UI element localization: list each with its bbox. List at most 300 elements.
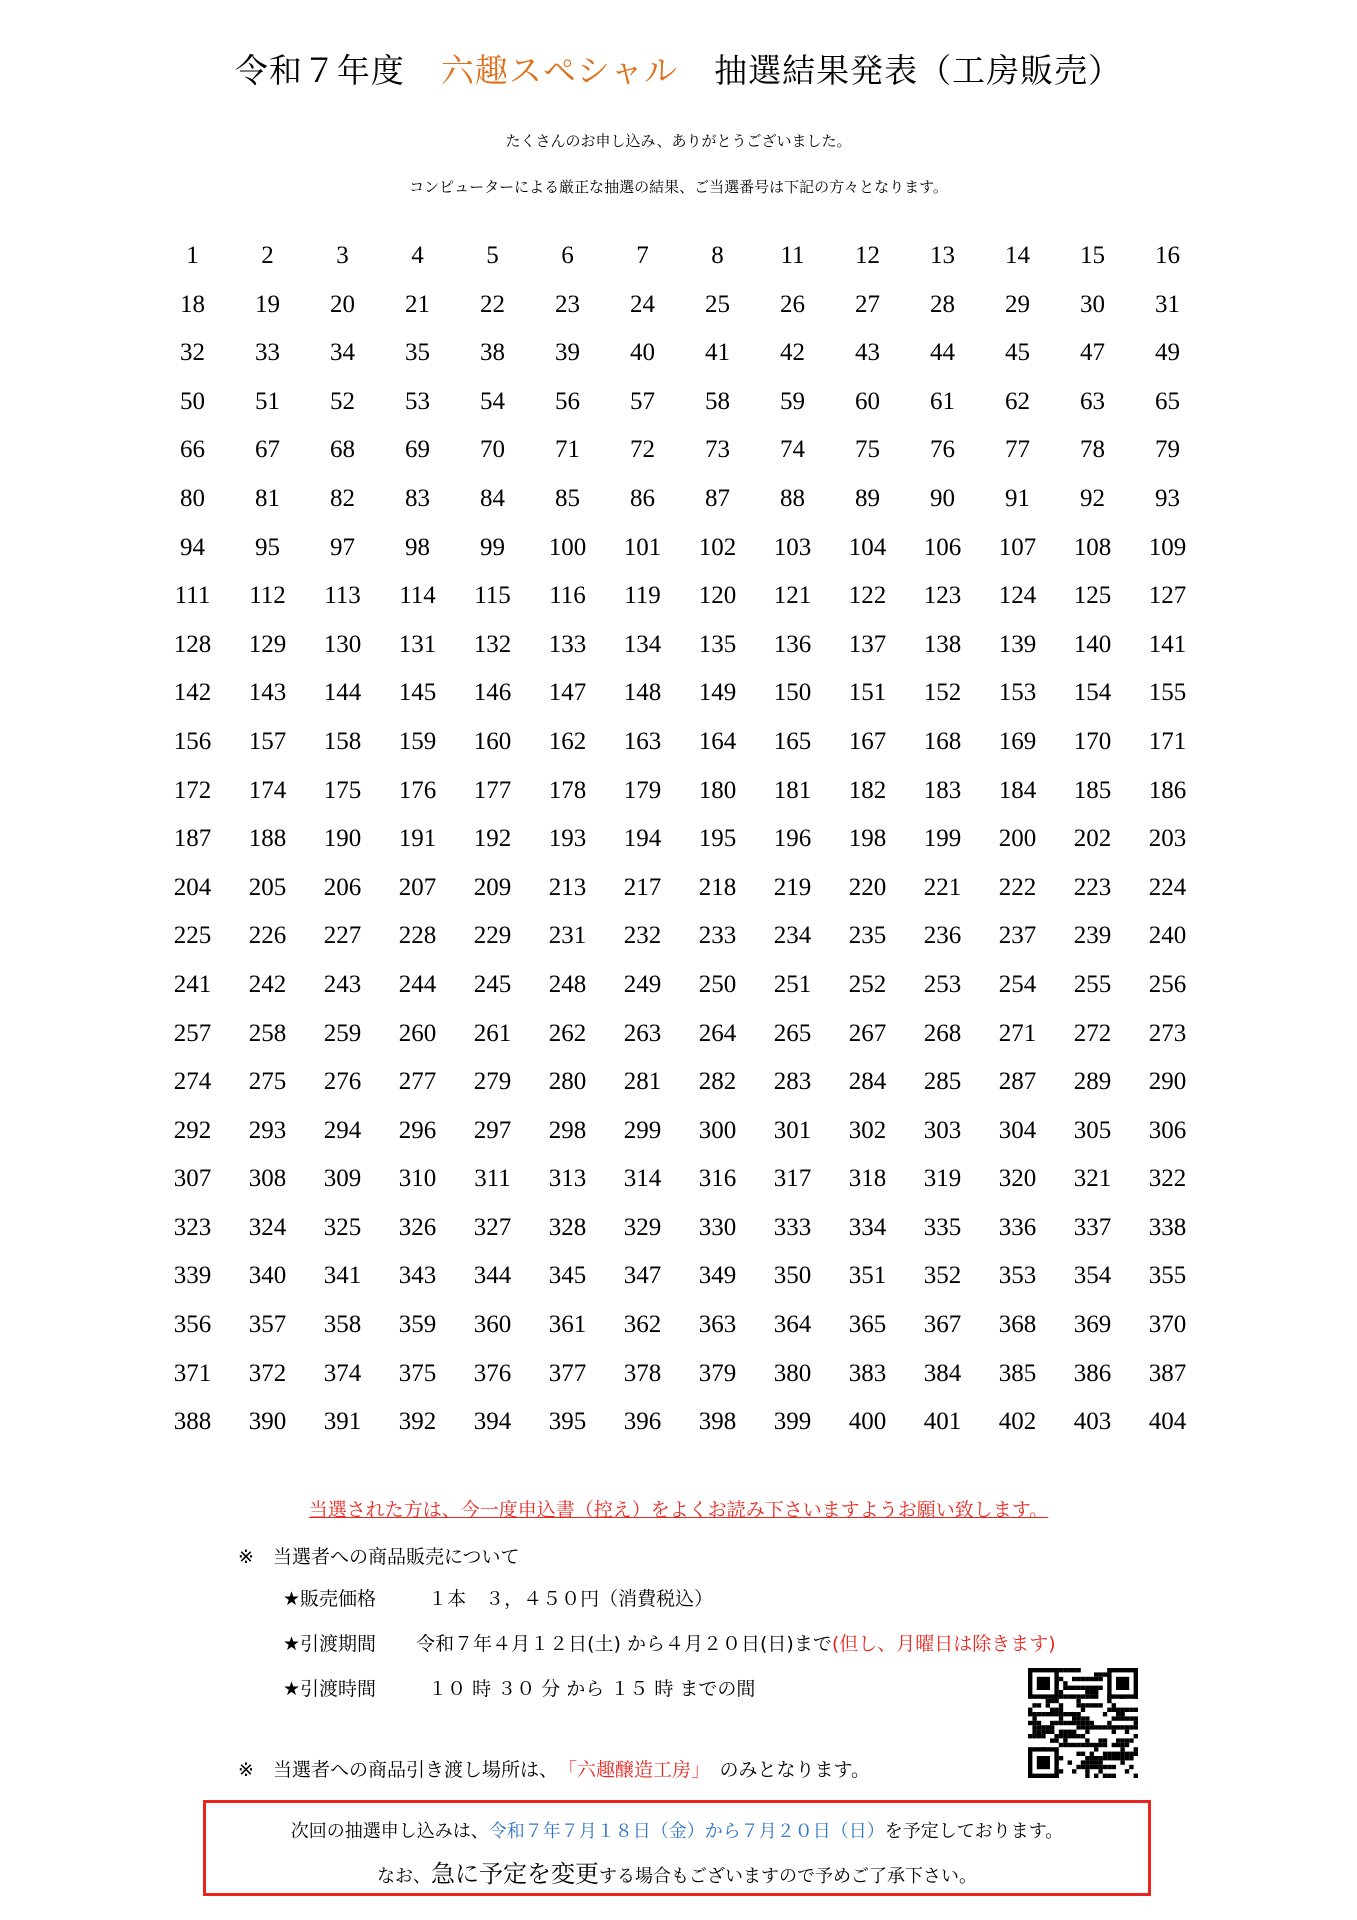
winning-number: 122 — [848, 582, 887, 610]
winning-number: 402 — [998, 1408, 1037, 1436]
winning-number: 87 — [705, 484, 730, 512]
winning-number: 399 — [773, 1408, 812, 1436]
winning-number: 272 — [1073, 1019, 1112, 1047]
winning-number: 320 — [998, 1165, 1037, 1193]
winning-number: 217 — [623, 873, 662, 901]
winning-number: 250 — [698, 970, 737, 998]
winning-number: 20 — [330, 290, 355, 318]
winning-number: 198 — [848, 825, 887, 853]
winning-number: 162 — [548, 727, 587, 755]
winning-number: 327 — [473, 1213, 512, 1241]
winning-number: 108 — [1073, 533, 1112, 561]
winning-number: 263 — [623, 1019, 662, 1047]
winning-number: 260 — [398, 1019, 437, 1047]
winning-number: 249 — [623, 970, 662, 998]
winning-number: 114 — [399, 582, 436, 610]
winning-number: 34 — [330, 339, 355, 367]
period-label: ★引渡期間 — [283, 1633, 377, 1655]
winning-number: 47 — [1080, 339, 1105, 367]
winning-number: 130 — [323, 630, 362, 658]
winning-number: 196 — [773, 825, 812, 853]
winning-number: 152 — [923, 679, 962, 707]
winning-number: 40 — [630, 339, 655, 367]
next-prefix: 次回の抽選申し込みは、 — [290, 1821, 489, 1842]
winning-number: 274 — [173, 1068, 212, 1096]
winning-number: 390 — [248, 1408, 287, 1436]
winning-number: 207 — [398, 873, 437, 901]
winning-number: 322 — [1148, 1165, 1187, 1193]
winning-number: 43 — [855, 339, 880, 367]
winning-number: 258 — [248, 1019, 287, 1047]
winning-number: 360 — [473, 1311, 512, 1339]
winning-number: 371 — [173, 1359, 212, 1387]
winning-number: 276 — [323, 1068, 362, 1096]
winning-number: 301 — [773, 1116, 812, 1144]
winning-number: 213 — [548, 873, 587, 901]
winning-number: 290 — [1148, 1068, 1187, 1096]
winning-number: 13 — [930, 242, 955, 269]
winning-number: 310 — [398, 1165, 437, 1193]
winning-number: 326 — [398, 1213, 437, 1241]
winning-number: 329 — [623, 1213, 662, 1241]
winning-number: 69 — [405, 436, 430, 464]
winning-number: 275 — [248, 1068, 287, 1096]
winning-number: 164 — [698, 727, 737, 755]
winning-number: 228 — [398, 922, 437, 950]
winning-number: 356 — [173, 1311, 212, 1339]
sales-heading-text: 当選者への商品販売について — [272, 1546, 520, 1568]
winning-number: 239 — [1073, 922, 1112, 950]
winning-number: 129 — [248, 630, 287, 658]
winning-number: 378 — [623, 1359, 662, 1387]
winning-number: 195 — [698, 825, 737, 853]
winning-number: 202 — [1073, 825, 1112, 853]
qr-code-icon[interactable] — [1028, 1668, 1138, 1778]
winning-number: 191 — [398, 825, 437, 853]
place-suffix: のみとなります。 — [719, 1759, 870, 1781]
winning-number: 52 — [330, 387, 355, 415]
winning-number: 318 — [848, 1165, 887, 1193]
winning-number: 145 — [398, 679, 437, 707]
title-year: 令和７年度 — [234, 51, 405, 90]
winning-number: 184 — [998, 776, 1037, 804]
title-product: 六趣スペシャル — [440, 51, 679, 90]
winning-number: 141 — [1148, 630, 1187, 658]
winning-number: 206 — [323, 873, 362, 901]
winning-number: 7 — [636, 242, 649, 269]
winning-number: 41 — [705, 339, 730, 367]
winning-number: 200 — [998, 825, 1037, 853]
read-application-notice: 当選された方は、今一度申込書（控え）をよくお読み下さいますようお願い致します。 — [308, 1499, 1049, 1521]
winning-number: 82 — [330, 484, 355, 512]
winning-number: 185 — [1073, 776, 1112, 804]
pickup-place-row — [238, 1755, 870, 1782]
winning-number: 394 — [473, 1408, 512, 1436]
winning-number: 377 — [548, 1359, 587, 1387]
winning-number: 365 — [848, 1311, 887, 1339]
winning-number: 101 — [623, 533, 662, 561]
winning-number: 316 — [698, 1165, 737, 1193]
winning-number: 237 — [998, 922, 1037, 950]
winning-number: 123 — [923, 582, 962, 610]
winning-number: 23 — [555, 290, 580, 318]
winning-number: 401 — [923, 1408, 962, 1436]
winning-number: 183 — [923, 776, 962, 804]
winning-number: 330 — [698, 1213, 737, 1241]
winning-number: 182 — [848, 776, 887, 804]
winning-number: 38 — [480, 339, 505, 367]
winning-number: 231 — [548, 922, 587, 950]
winning-number: 188 — [248, 825, 287, 853]
winning-number: 242 — [248, 970, 287, 998]
winning-number: 176 — [398, 776, 437, 804]
winning-number: 54 — [480, 387, 505, 415]
winning-number: 109 — [1148, 533, 1187, 561]
winning-number: 379 — [698, 1359, 737, 1387]
winning-number: 351 — [848, 1262, 887, 1290]
winning-number: 95 — [255, 533, 280, 561]
winning-number: 6 — [561, 242, 574, 269]
winning-number: 199 — [923, 825, 962, 853]
winning-number: 352 — [923, 1262, 962, 1290]
winning-number: 333 — [773, 1213, 812, 1241]
winning-number: 100 — [548, 533, 587, 561]
winning-number: 89 — [855, 484, 880, 512]
winning-number: 305 — [1073, 1116, 1112, 1144]
winning-number: 289 — [1073, 1068, 1112, 1096]
winning-number: 181 — [773, 776, 812, 804]
next-lottery-line — [206, 1817, 1148, 1843]
winning-number: 168 — [923, 727, 962, 755]
winning-number: 28 — [930, 290, 955, 318]
winning-number: 170 — [1073, 727, 1112, 755]
winning-number: 256 — [1148, 970, 1187, 998]
winning-number: 347 — [623, 1262, 662, 1290]
winning-number: 26 — [780, 290, 805, 318]
winning-number: 156 — [173, 727, 212, 755]
winning-number: 383 — [848, 1359, 887, 1387]
winning-number: 325 — [323, 1213, 362, 1241]
winning-number: 119 — [624, 582, 661, 610]
title-subject: 抽選結果発表（工房販売） — [714, 51, 1123, 90]
winning-number: 344 — [473, 1262, 512, 1290]
winning-number: 35 — [405, 339, 430, 367]
winning-number: 84 — [480, 484, 505, 512]
winning-number: 336 — [998, 1213, 1037, 1241]
winning-number: 254 — [998, 970, 1037, 998]
winning-number: 33 — [255, 339, 280, 367]
winning-number: 136 — [773, 630, 812, 658]
winning-number: 387 — [1148, 1359, 1187, 1387]
winning-number: 179 — [623, 776, 662, 804]
winning-number: 297 — [473, 1116, 512, 1144]
winning-number: 175 — [323, 776, 362, 804]
winning-number: 140 — [1073, 630, 1112, 658]
winning-number: 226 — [248, 922, 287, 950]
price-label: ★販売価格 — [283, 1588, 377, 1610]
winning-number: 143 — [248, 679, 287, 707]
winning-number: 223 — [1073, 873, 1112, 901]
winning-number: 58 — [705, 387, 730, 415]
winning-number: 284 — [848, 1068, 887, 1096]
period-note: (但し、月曜日は除きます) — [831, 1633, 1056, 1655]
winning-number: 19 — [255, 290, 280, 318]
winning-number: 224 — [1148, 873, 1187, 901]
winning-number: 361 — [548, 1311, 587, 1339]
winning-number: 283 — [773, 1068, 812, 1096]
winning-number: 31 — [1155, 290, 1180, 318]
winning-number: 39 — [555, 339, 580, 367]
winning-number: 66 — [180, 436, 205, 464]
winning-number: 277 — [398, 1068, 437, 1096]
winning-number: 229 — [473, 922, 512, 950]
next-dates: 令和７年７月１８日（金）から７月２０日（日） — [488, 1821, 885, 1842]
winning-number: 187 — [173, 825, 212, 853]
winning-number: 158 — [323, 727, 362, 755]
winning-number: 261 — [473, 1019, 512, 1047]
winning-number: 311 — [474, 1165, 511, 1193]
winning-number: 186 — [1148, 776, 1187, 804]
winning-number: 134 — [623, 630, 662, 658]
winning-number: 252 — [848, 970, 887, 998]
winning-number: 24 — [630, 290, 655, 318]
winning-number: 94 — [180, 533, 205, 561]
winning-number: 281 — [623, 1068, 662, 1096]
winning-number: 2 — [261, 242, 274, 269]
winning-number: 180 — [698, 776, 737, 804]
winning-number: 79 — [1155, 436, 1180, 464]
winning-number: 204 — [173, 873, 212, 901]
winning-number: 319 — [923, 1165, 962, 1193]
period-row — [283, 1629, 1056, 1656]
winning-number: 60 — [855, 387, 880, 415]
winning-number: 116 — [549, 582, 586, 610]
intro-explanation: コンピューターによる厳正な抽選の結果、ご当選番号は下記の方々となります。 — [409, 178, 948, 196]
winning-number: 120 — [698, 582, 737, 610]
price-value: １本 ３，４５０円（消費税込） — [428, 1588, 714, 1610]
winning-number: 225 — [173, 922, 212, 950]
place-name: 「六趣醸造工房」 — [567, 1759, 701, 1781]
winning-number: 132 — [473, 630, 512, 658]
winning-number: 294 — [323, 1116, 362, 1144]
winning-number: 163 — [623, 727, 662, 755]
winning-number: 245 — [473, 970, 512, 998]
winning-number: 388 — [173, 1408, 212, 1436]
winning-number: 80 — [180, 484, 205, 512]
winning-number: 392 — [398, 1408, 437, 1436]
winning-number: 299 — [623, 1116, 662, 1144]
winning-number: 57 — [630, 387, 655, 415]
winning-number: 253 — [923, 970, 962, 998]
change-rest: する場合もございますので予めご了承下さい。 — [599, 1866, 977, 1887]
winning-number: 149 — [698, 679, 737, 707]
winning-number: 285 — [923, 1068, 962, 1096]
winning-number: 328 — [548, 1213, 587, 1241]
winning-number: 303 — [923, 1116, 962, 1144]
winning-number: 309 — [323, 1165, 362, 1193]
winning-number: 363 — [698, 1311, 737, 1339]
winning-number: 171 — [1148, 727, 1187, 755]
winning-number: 355 — [1148, 1262, 1187, 1290]
next-suffix: を予定しております。 — [884, 1821, 1064, 1842]
winning-number: 251 — [773, 970, 812, 998]
winning-number: 88 — [780, 484, 805, 512]
winning-number: 400 — [848, 1408, 887, 1436]
winning-number: 131 — [398, 630, 437, 658]
winning-number: 244 — [398, 970, 437, 998]
time-label: ★引渡時間 — [283, 1678, 377, 1700]
winning-number: 15 — [1080, 242, 1105, 269]
winning-number: 391 — [323, 1408, 362, 1436]
winning-number: 194 — [623, 825, 662, 853]
winning-number: 385 — [998, 1359, 1037, 1387]
winning-number: 227 — [323, 922, 362, 950]
winning-number: 364 — [773, 1311, 812, 1339]
winning-number: 106 — [923, 533, 962, 561]
winning-number: 353 — [998, 1262, 1037, 1290]
winning-number: 293 — [248, 1116, 287, 1144]
winning-number: 367 — [923, 1311, 962, 1339]
winning-number: 370 — [1148, 1311, 1187, 1339]
winning-number: 243 — [323, 970, 362, 998]
winning-number: 76 — [930, 436, 955, 464]
winning-number: 296 — [398, 1116, 437, 1144]
winning-number: 372 — [248, 1359, 287, 1387]
winning-number: 99 — [480, 533, 505, 561]
winning-number: 374 — [323, 1359, 362, 1387]
winning-number: 112 — [249, 582, 286, 610]
winning-number: 93 — [1155, 484, 1180, 512]
time-value: １０ 時 ３０ 分 から １５ 時 までの間 — [428, 1678, 756, 1700]
winning-number: 133 — [548, 630, 587, 658]
winning-number: 236 — [923, 922, 962, 950]
winning-number: 233 — [698, 922, 737, 950]
winning-number: 128 — [173, 630, 212, 658]
winning-number: 209 — [473, 873, 512, 901]
winning-number: 151 — [848, 679, 887, 707]
winning-number: 232 — [623, 922, 662, 950]
winning-number: 265 — [773, 1019, 812, 1047]
winning-number: 127 — [1148, 582, 1187, 610]
winning-number: 349 — [698, 1262, 737, 1290]
winning-number: 345 — [548, 1262, 587, 1290]
winning-number: 21 — [405, 290, 430, 318]
winning-number: 306 — [1148, 1116, 1187, 1144]
winning-number: 148 — [623, 679, 662, 707]
note-mark: ※ — [238, 1759, 254, 1781]
winning-number: 22 — [480, 290, 505, 318]
winning-number: 268 — [923, 1019, 962, 1047]
winning-number: 339 — [173, 1262, 212, 1290]
winning-number: 308 — [248, 1165, 287, 1193]
winning-number: 155 — [1148, 679, 1187, 707]
winning-number: 4 — [411, 242, 424, 269]
winning-number: 160 — [473, 727, 512, 755]
winning-number: 1 — [186, 242, 199, 269]
winning-number: 257 — [173, 1019, 212, 1047]
change-prefix: なお、 — [377, 1866, 431, 1887]
winning-number: 205 — [248, 873, 287, 901]
page-title — [0, 45, 1357, 92]
winning-number: 71 — [555, 436, 580, 464]
winning-number: 29 — [1005, 290, 1030, 318]
winning-number: 300 — [698, 1116, 737, 1144]
winning-number: 362 — [623, 1311, 662, 1339]
winning-number: 65 — [1155, 387, 1180, 415]
winning-number: 125 — [1073, 582, 1112, 610]
winning-number: 323 — [173, 1213, 212, 1241]
winning-number: 359 — [398, 1311, 437, 1339]
change-emphasis: 急に予定を変更 — [431, 1860, 599, 1888]
winning-number: 107 — [998, 533, 1037, 561]
winning-number: 273 — [1148, 1019, 1187, 1047]
note-mark: ※ — [238, 1546, 254, 1568]
winning-number: 59 — [780, 387, 805, 415]
winning-number: 384 — [923, 1359, 962, 1387]
winning-number: 241 — [173, 970, 212, 998]
winning-number: 354 — [1073, 1262, 1112, 1290]
winning-number: 139 — [998, 630, 1037, 658]
winning-number: 74 — [780, 436, 805, 464]
winning-number: 42 — [780, 339, 805, 367]
winning-number: 78 — [1080, 436, 1105, 464]
period-value: 令和７年４月１２日(土) から４月２０日(日)まで — [416, 1633, 832, 1655]
winning-number: 220 — [848, 873, 887, 901]
winning-number: 218 — [698, 873, 737, 901]
winning-number: 259 — [323, 1019, 362, 1047]
winning-number: 70 — [480, 436, 505, 464]
winning-number: 338 — [1148, 1213, 1187, 1241]
winning-number: 302 — [848, 1116, 887, 1144]
winning-number: 403 — [1073, 1408, 1112, 1436]
winning-number: 221 — [923, 873, 962, 901]
winning-number: 11 — [780, 242, 805, 269]
winning-number: 190 — [323, 825, 362, 853]
winning-number: 235 — [848, 922, 887, 950]
winning-number: 50 — [180, 387, 205, 415]
winning-number: 282 — [698, 1068, 737, 1096]
winning-number: 174 — [248, 776, 287, 804]
intro-thanks: たくさんのお申し込み、ありがとうございました。 — [505, 132, 852, 150]
change-notice-line — [206, 1854, 1148, 1889]
winning-number: 292 — [173, 1116, 212, 1144]
winning-number: 358 — [323, 1311, 362, 1339]
winning-number: 104 — [848, 533, 887, 561]
winning-number: 165 — [773, 727, 812, 755]
winning-number: 8 — [711, 242, 724, 269]
winning-number: 169 — [998, 727, 1037, 755]
winning-number: 395 — [548, 1408, 587, 1436]
winning-number: 340 — [248, 1262, 287, 1290]
winning-number: 357 — [248, 1311, 287, 1339]
winning-number: 248 — [548, 970, 587, 998]
winning-number: 324 — [248, 1213, 287, 1241]
winning-number: 111 — [174, 582, 211, 610]
winning-number: 75 — [855, 436, 880, 464]
winning-number: 14 — [1005, 242, 1030, 269]
winning-number: 280 — [548, 1068, 587, 1096]
winning-number: 150 — [773, 679, 812, 707]
winning-number: 62 — [1005, 387, 1030, 415]
winning-number: 386 — [1073, 1359, 1112, 1387]
winning-number: 102 — [698, 533, 737, 561]
winning-number: 3 — [336, 242, 349, 269]
winning-number: 350 — [773, 1262, 812, 1290]
winning-number: 376 — [473, 1359, 512, 1387]
winning-number: 16 — [1155, 242, 1180, 269]
winning-number: 287 — [998, 1068, 1037, 1096]
winning-number: 90 — [930, 484, 955, 512]
